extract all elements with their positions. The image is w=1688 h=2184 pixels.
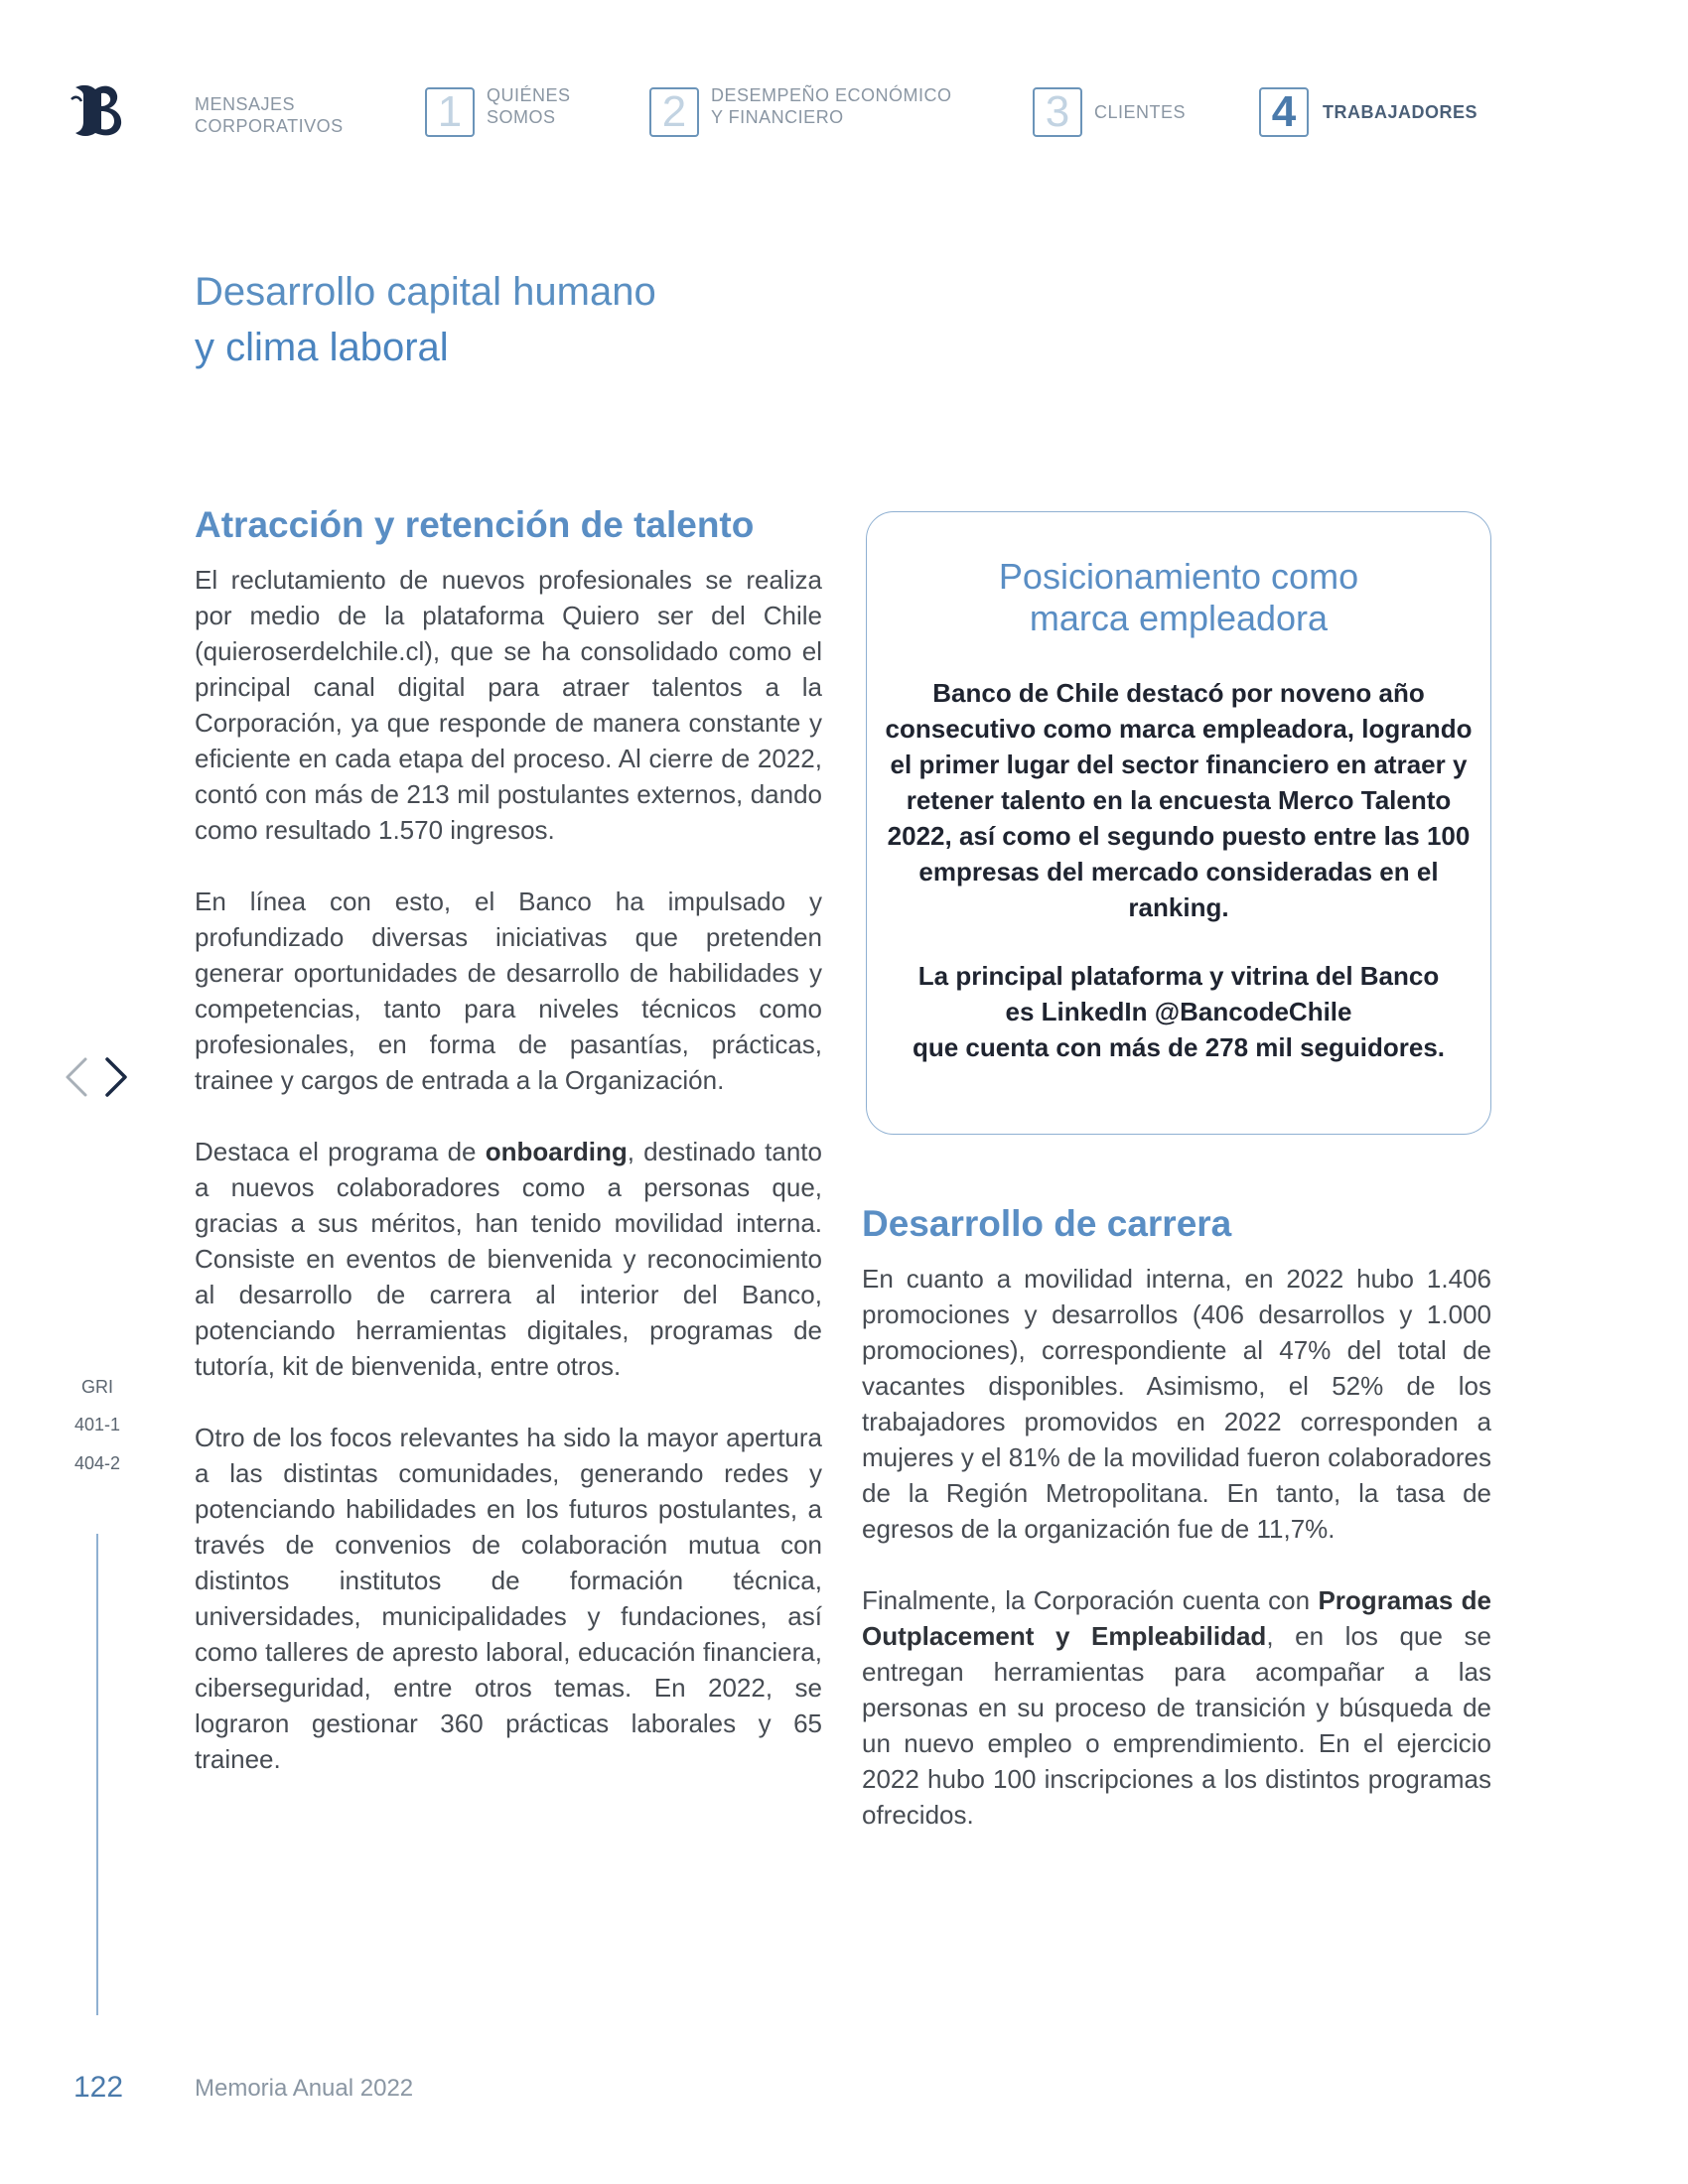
bold-term-onboarding: onboarding (485, 1137, 628, 1166)
highlight-text-2-line2: es LinkedIn @BancodeChile (1005, 997, 1352, 1026)
gothic-b-logo-icon[interactable] (70, 81, 125, 139)
footer-title: Memoria Anual 2022 (195, 2075, 414, 2102)
nav-label-line1: CLIENTES (1094, 102, 1187, 122)
talent-paragraph-1: El reclutamiento de nuevos profesionales se realiza por medio de la plataforma Quiero ser del Chile (quieroserdelchile.cl), que se ha consolidado como el principal canal digital para atraer talentos a la Corporación, ya que responde de manera constante y eficiente en cada etapa del proceso. Al cierre de 2022, contó con más de 213 mil postulantes externos, dando como resultado 1.570 ingresos. (195, 565, 822, 845)
section-heading-career: Desarrollo de carrera (862, 1203, 1232, 1244)
nav-number-box: 2 (649, 87, 699, 137)
highlight-text-2 (884, 958, 1474, 1065)
gri-code: 404-2 (73, 1453, 121, 1473)
nav-item-desempeno[interactable] (649, 87, 952, 137)
nav-label-line1: MENSAJES (195, 94, 296, 114)
nav-number-box: 4 (1259, 87, 1309, 137)
nav-item-quienes-somos[interactable] (425, 87, 571, 137)
career-paragraph-1: En cuanto a movilidad interna, en 2022 hubo 1.406 promociones y desarrollos (406 desarrollos y 1.000 promociones), correspondiente al 47% del total de vacantes disponibles. Asimismo, el 52% de los trabajadores promovidos en 2022 corresponden a mujeres y el 81% de la movilidad fueron colaboradores de la Región Metropolitana. En tanto, la tasa de egresos de la organización fue de 11,7%. (862, 1264, 1491, 1544)
text-run: Destaca el programa de (195, 1137, 486, 1166)
career-paragraph-2 (862, 1582, 1491, 1833)
nav-item-mensajes-corporativos[interactable] (195, 93, 344, 137)
text-run: Finalmente, la Corporación cuenta con (862, 1585, 1319, 1615)
talent-paragraph-3 (195, 1134, 822, 1384)
nav-item-clientes[interactable] (1033, 87, 1186, 137)
highlight-title-line1: Posicionamiento como (998, 556, 1359, 597)
gri-label: GRI (80, 1377, 113, 1397)
page-number: 122 (73, 2071, 124, 2104)
talent-paragraph-2: En línea con esto, el Banco ha impulsado y profundizado diversas iniciativas que pretenden generar oportunidades de desarrollo de habilidades y competencias, tanto para niveles técnicos como profesionales, en forma de pasantías, prácticas, trainee y cargos de entrada a la Organización. (195, 887, 822, 1095)
highlight-text-2-line1: La principal plataforma y vitrina del Banco (917, 961, 1440, 991)
highlight-text-2-line3: que cuenta con más de 278 mil seguidores. (912, 1032, 1446, 1062)
chevron-left-icon[interactable] (64, 1055, 89, 1099)
bold-term-outplacement: Programas de Outplacement y Empleabilidad (862, 1585, 1492, 1651)
section-heading-talent: Atracción y retención de talento (195, 504, 755, 545)
page-title-line1: Desarrollo capital humano (195, 270, 656, 314)
highlight-title (874, 556, 1483, 639)
text-run: , destinado tanto a nuevos colaboradores como a personas que, gracias a sus méritos, han tenido movilidad interna. Consiste en eventos de bienvenida y reconocimiento al desarrollo de carrera al interior del Banco, potenciando herramientas digitales, programas de tutoría, kit de bienvenida, entre otros. (195, 1137, 822, 1381)
chevron-right-icon[interactable] (103, 1055, 129, 1099)
text-run: , en los que se entregan herramientas para acompañar a las personas en su proceso de transición y búsqueda de un nuevo empleo o emprendimiento. En el ejercicio 2022 hubo 100 inscripciones a los distintos programas ofrecidos. (862, 1621, 1491, 1830)
talent-paragraph-4: Otro de los focos relevantes ha sido la mayor apertura a las distintas comunidades, generando redes y potenciando habilidades en los futuros postulantes, a través de convenios de colaboración mutua con distintos institutos de formación técnica, universidades, municipalidades y fundaciones, así como talleres de apresto laboral, educación financiera, ciberseguridad, entre otros temas. En 2022, se lograron gestionar 360 prácticas laborales y 65 trainee. (195, 1423, 822, 1774)
nav-label-line1: DESEMPEÑO ECONÓMICO (711, 85, 952, 105)
gri-code: 401-1 (73, 1415, 121, 1434)
career-text-block (862, 1261, 1491, 1833)
nav-label-line2: SOMOS (487, 107, 556, 127)
page-title-line2: y clima laboral (195, 326, 449, 369)
nav-label-line1: TRABAJADORES (1323, 102, 1478, 122)
nav-number-box: 1 (425, 87, 475, 137)
nav-label-line2: Y FINANCIERO (711, 107, 844, 127)
nav-label-line2: CORPORATIVOS (195, 116, 344, 136)
nav-item-trabajadores[interactable] (1259, 87, 1477, 137)
highlight-title-line2: marca empleadora (1029, 598, 1329, 638)
margin-divider-line (96, 1534, 98, 2015)
talent-text-block (195, 562, 822, 1777)
nav-number-box: 3 (1033, 87, 1082, 137)
nav-label-line1: QUIÉNES (487, 85, 571, 105)
highlight-text-1: Banco de Chile destacó por noveno año consecutivo como marca empleadora, logrando el primer lugar del sector financiero en atraer y retener talento en la encuesta Merco Talento 2022, así como el segundo puesto entre las 100 empresas del mercado consideradas en el ranking. (885, 678, 1473, 922)
